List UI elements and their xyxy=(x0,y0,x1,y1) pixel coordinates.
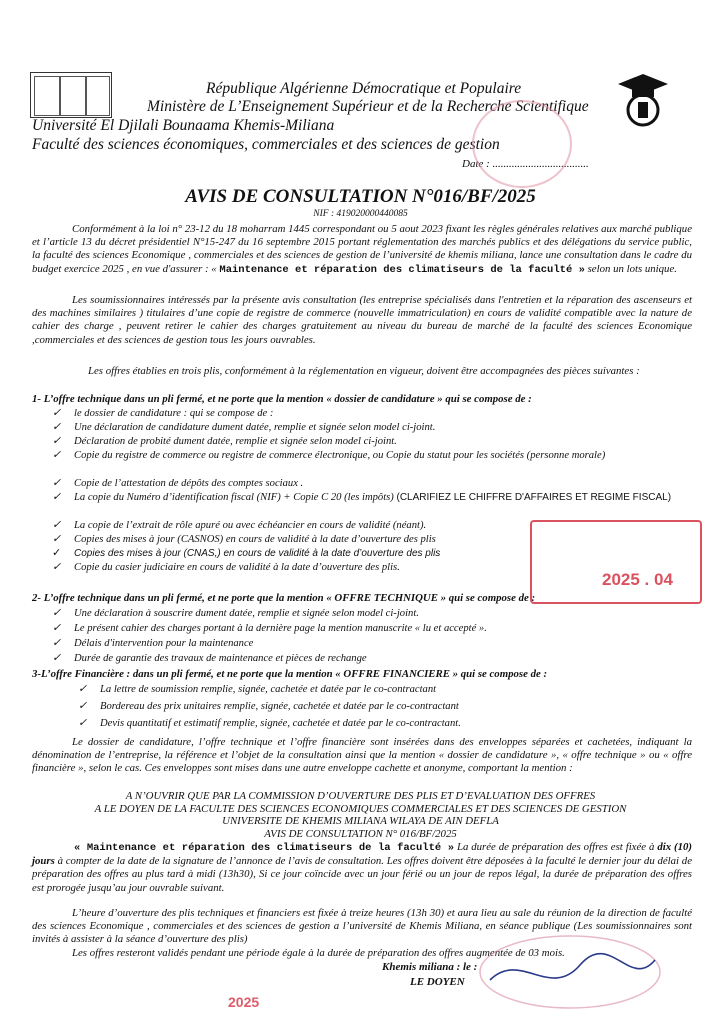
section-2-heading: 2- L’offre technique dans un pli fermé, et ne porte que la mention « OFFRE TECHNIQUE » qui se compose de : xyxy=(32,592,536,604)
check-icon: ✓ xyxy=(52,622,62,634)
check-icon: ✓ xyxy=(52,491,62,503)
check-icon: ✓ xyxy=(78,700,88,712)
closing-paragraph-1: Le dossier de candidature, l’offre technique et l’offre financière sont insérées dans des enveloppes séparées et cachetées, indiquant la dénomination de l’entreprise, la référence et l’objet de la consultation ainsi que la mention « dossier de candidature », « offre technique » ou « offre financière », selon le cas. Ces enveloppes sont mises dans une autre enveloppe cachette et anonyme, comportant la mention : xyxy=(32,736,692,775)
list-item: ✓ Copie de l’attestation de dépôts des comptes sociaux . xyxy=(52,477,304,489)
list-item: ✓ Une déclaration à souscrire dument datée, remplie et signée selon model ci-joint. xyxy=(52,607,419,619)
closing-paragraph-4: Les offres resteront validés pendant une période égale à la durée de préparation des offres augmentée de 03 mois. xyxy=(72,947,565,959)
nif-number: NIF : 419020000440085 xyxy=(313,209,408,219)
list-item: ✓ Copie du casier judiciaire en cours de validité à la date d’ouverture des plis. xyxy=(52,561,400,573)
section-1-heading: 1- L’offre technique dans un pli fermé, et ne porte que la mention « dossier de candidature » qui se compose de : xyxy=(32,393,532,405)
header-university: Université El Djilali Bounaama Khemis-Miliana xyxy=(32,117,335,134)
envelope-line-1: A N’OUVRIR QUE PAR LA COMMISSION D’OUVERTURE DES PLIS ET D’EVALUATION DES OFFRES xyxy=(125,790,596,802)
signature-place: Khemis miliana : le : xyxy=(382,961,478,973)
list-item: ✓ Bordereau des prix unitaires remplie, signée, cachetée et datée par le co-contractant xyxy=(78,700,459,712)
envelope-line-3: UNIVERSITE DE KHEMIS MILIANA WILAYA DE AIN DEFLA xyxy=(222,815,499,827)
check-icon: ✓ xyxy=(52,652,62,664)
university-logo xyxy=(30,72,112,118)
section-3-list xyxy=(78,683,696,734)
list-item: ✓ Une déclaration de candidature dument datée, remplie et signée selon model ci-joint. xyxy=(52,421,436,433)
list-item: ✓ Copies des mises à jour (CASNOS) en cours de validité à la date d’ouverture des plis xyxy=(52,533,436,545)
list-item: ✓ Devis quantitatif et estimatif remplie, signée, cachetée et datée par le co-contractant. xyxy=(78,717,461,729)
closing-paragraph-2: « Maintenance et réparation des climatiseurs de la faculté » La durée de préparation des offres est fixée à dix (10) jours à compter de la date de la signature de l’annonce de l’avis de consultation. Les offres doivent être déposées à la faculté le dernier jour du délai de préparation des offres au plus tard à midi (13h30), Si ce jour coïncide avec un jour férié ou un jour de repos légal, la durée de préparation des offres est prorogée jusqu’au jour ouvrable suivant. xyxy=(32,841,693,894)
bottom-stamp: 2025 xyxy=(228,994,260,1010)
header-faculty: Faculté des sciences économiques, commerciales et des sciences de gestion xyxy=(32,136,500,153)
check-icon: ✓ xyxy=(78,683,88,695)
list-item: ✓ Délais d'intervention pour la maintenance xyxy=(52,637,254,649)
check-icon: ✓ xyxy=(52,637,62,649)
check-icon: ✓ xyxy=(52,449,62,461)
list-item: ✓ Copie du registre de commerce ou registre de commerce électronique, ou Copie du statut pour les sociétés (personne morale) xyxy=(52,449,606,461)
section-3-heading: 3-L’offre Financière : dans un pli fermé, et ne porte que la mention « OFFRE FINANCIERE » qui se compose de : xyxy=(32,668,548,680)
section-2-list xyxy=(52,607,690,667)
list-item: ✓ La lettre de soumission remplie, signée, cachetée et datée par le co-contractant xyxy=(78,683,437,695)
envelope-mention xyxy=(0,790,721,840)
check-icon: ✓ xyxy=(52,561,62,573)
envelope-line-2: A LE DOYEN DE LA FACULTE DES SCIENCES ECONOMIQUES COMMERCIALES ET DES SCIENCES DE GESTION xyxy=(94,802,627,815)
check-icon: ✓ xyxy=(52,421,62,433)
faculty-logo xyxy=(612,68,674,130)
closing-paragraph-3: L’heure d’ouverture des plis techniques et financiers est fixée à treize heures (13h 30) et aura lieu au sale du réunion de la direction de faculté des sciences Economique , commerciales et des sciences de gestion a l’université de Khemis Miliana, en séance publique (Les soumissionnaires sont invités à assister à la séance d’ouverture des plis) xyxy=(32,907,692,946)
check-icon: ✓ xyxy=(52,435,62,447)
date-line: Date : ................................... xyxy=(462,158,589,170)
envelope-line-4: AVIS DE CONSULTATION N° 016/BF/2025 xyxy=(264,827,457,840)
signature-title: LE DOYEN xyxy=(410,976,465,988)
dean-signature xyxy=(470,930,670,1020)
header-ministry: Ministère de L’Enseignement Supérieur et de la Recherche Scientifique xyxy=(147,98,589,115)
check-icon: ✓ xyxy=(52,519,62,531)
check-icon: ✓ xyxy=(52,607,62,619)
list-item: ✓ le dossier de candidature : qui se compose de : xyxy=(52,407,274,419)
list-item: ✓ La copie du Numéro d’identification fiscal (NIF) + Copie C 20 (les impôts) (CLARIFIEZ LE CHIFFRE D'AFFAIRES ET REGIME FISCAL) xyxy=(52,491,672,503)
check-icon: ✓ xyxy=(78,717,88,729)
document-title: AVIS DE CONSULTATION N°016/BF/2025 xyxy=(185,186,536,207)
list-item: ✓ Le présent cahier des charges portant à la dernière page la mention manuscrite « lu et accepté ». xyxy=(52,622,487,634)
intro-paragraph-1: Conformément à la loi n° 23-12 du 18 moharram 1445 correspondant ou 5 aout 2023 fixant les règles générales relatives aux marché publique et l’article 13 du décret présidentiel N°15-247 du 16 septembre 2015 portant réglementation des marchés publics et des délégations du service public, la faculté des sciences Economique , commerciales et des sciences de gestion de l’université de khemis miliana, lance une consultation dans le cadre du budget exercice 2025 , en vue d'assurer : « Maintenance et réparation des climatiseurs de la faculté » selon un lots unique. xyxy=(32,223,692,276)
list-item: ✓ Déclaration de probité dument datée, remplie et signée selon model ci-joint. xyxy=(52,435,397,447)
check-icon: ✓ xyxy=(52,407,62,419)
list-item: ✓ Copies des mises à jour (CNAS,) en cours de validité à la date d’ouverture des plis xyxy=(52,547,441,559)
list-item: ✓ Durée de garantie des travaux de maintenance et pièces de rechange xyxy=(52,652,367,664)
reception-stamp: 2025 . 04 xyxy=(530,520,702,604)
nif-note: (CLARIFIEZ LE CHIFFRE D'AFFAIRES ET REGIME FISCAL) xyxy=(396,492,672,503)
check-icon: ✓ xyxy=(52,477,62,489)
intro-paragraph-2: Les soumissionnaires intéressés par la présente avis consultation (les entreprise spécialisés dans l'entretien et la réparation des ascenseurs et des machines similaires ) titulaires d’une copie de registre de commerce (nouvelle immatriculation) en cours de validité compatible avec la nature de cahier des charge , peuvent retirer le cahier des charges gratuitement au niveau du bureau de marché de la faculté des sciences Economique ,commerciales et des sciences de gestion tous les jours ouvrables. xyxy=(32,294,692,346)
intro-paragraph-3: Les offres établies en trois plis, conformément à la réglementation en vigueur, doivent être accompagnées des pièces suivantes : xyxy=(88,365,640,377)
faculty-seal xyxy=(472,100,572,188)
header-republic: République Algérienne Démocratique et Populaire xyxy=(206,80,522,97)
list-item: ✓ La copie de l’extrait de rôle apuré ou avec échéancier en cours de validité (néant). xyxy=(52,519,427,531)
check-icon: ✓ xyxy=(52,533,62,545)
check-icon: ✓ xyxy=(52,547,62,559)
